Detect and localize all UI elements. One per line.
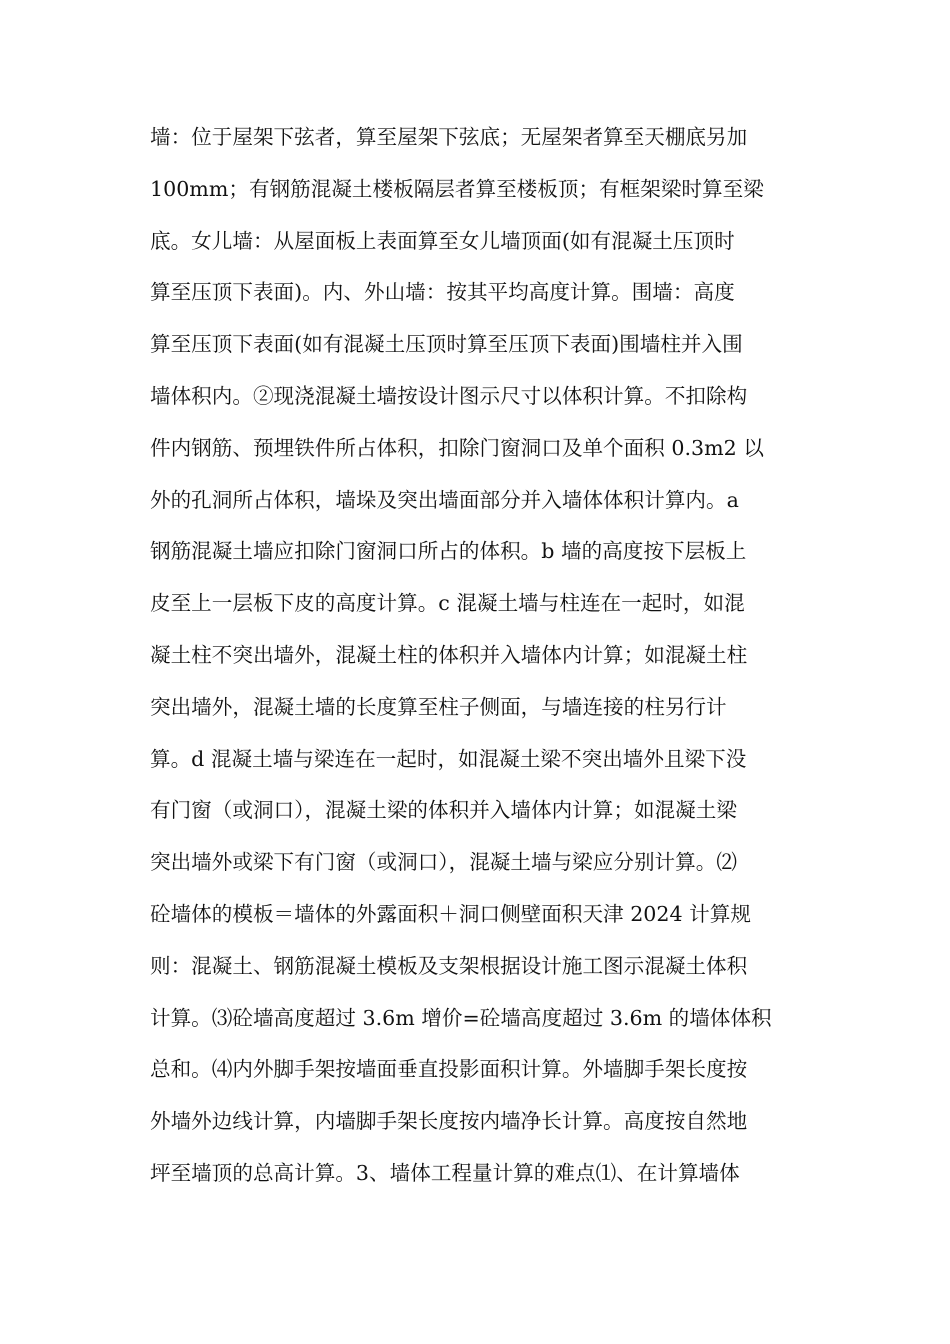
text-line: 总和。⑷内外脚手架按墙面垂直投影面积计算。外墙脚手架长度按 xyxy=(150,1057,748,1082)
text-line: 有门窗（或洞口），混凝土梁的体积并入墙体内计算；如混凝土梁 xyxy=(150,798,737,823)
body-text xyxy=(150,112,810,1200)
text-line: 则：混凝土、钢筋混凝土模板及支架根据设计施工图示混凝土体积 xyxy=(150,953,748,978)
text-line: 100mm；有钢筋混凝土楼板隔层者算至楼板顶；有框架梁时算至梁 xyxy=(150,176,764,201)
text-line: 件内钢筋、预埋铁件所占体积，扣除门窗洞口及单个面积 0.3m2 以 xyxy=(150,435,764,460)
text-line: 突出墙外或梁下有门窗（或洞口），混凝土墙与梁应分别计算。⑵ xyxy=(150,850,737,875)
text-line: 外墙外边线计算，内墙脚手架长度按内墙净长计算。高度按自然地 xyxy=(150,1109,748,1134)
text-line: 皮至上一层板下皮的高度计算。c 混凝土墙与柱连在一起时，如混 xyxy=(150,591,745,616)
text-line: 钢筋混凝土墙应扣除门窗洞口所占的体积。b 墙的高度按下层板上 xyxy=(150,539,747,564)
text-line: 计算。⑶砼墙高度超过 3.6m 增价=砼墙高度超过 3.6m 的墙体体积 xyxy=(150,1005,772,1030)
text-line: 外的孔洞所占体积，墙垛及突出墙面部分并入墙体体积计算内。a xyxy=(150,487,739,512)
text-line: 坪至墙顶的总高计算。3、墙体工程量计算的难点⑴、在计算墙体 xyxy=(150,1160,740,1185)
text-line: 算至压顶下表面(如有混凝土压顶时算至压顶下表面)围墙柱并入围 xyxy=(150,332,743,357)
text-line: 砼墙体的模板＝墙体的外露面积＋洞口侧壁面积天津 2024 计算规 xyxy=(150,901,751,926)
text-line: 墙：位于屋架下弦者，算至屋架下弦底；无屋架者算至天棚底另加 xyxy=(150,125,748,149)
text-line: 墙体积内。②现浇混凝土墙按设计图示尺寸以体积计算。不扣除构 xyxy=(150,383,748,408)
text-line: 算。d 混凝土墙与梁连在一起时，如混凝土梁不突出墙外且梁下没 xyxy=(150,746,747,771)
text-line: 底。女儿墙：从屋面板上表面算至女儿墙顶面(如有混凝土压顶时 xyxy=(150,228,735,253)
text-line: 算至压顶下表面)。内、外山墙：按其平均高度计算。围墙：高度 xyxy=(150,280,735,305)
text-line: 凝土柱不突出墙外，混凝土柱的体积并入墙体内计算；如混凝土柱 xyxy=(150,642,748,667)
text-line: 突出墙外，混凝土墙的长度算至柱子侧面，与墙连接的柱另行计 xyxy=(150,694,727,719)
